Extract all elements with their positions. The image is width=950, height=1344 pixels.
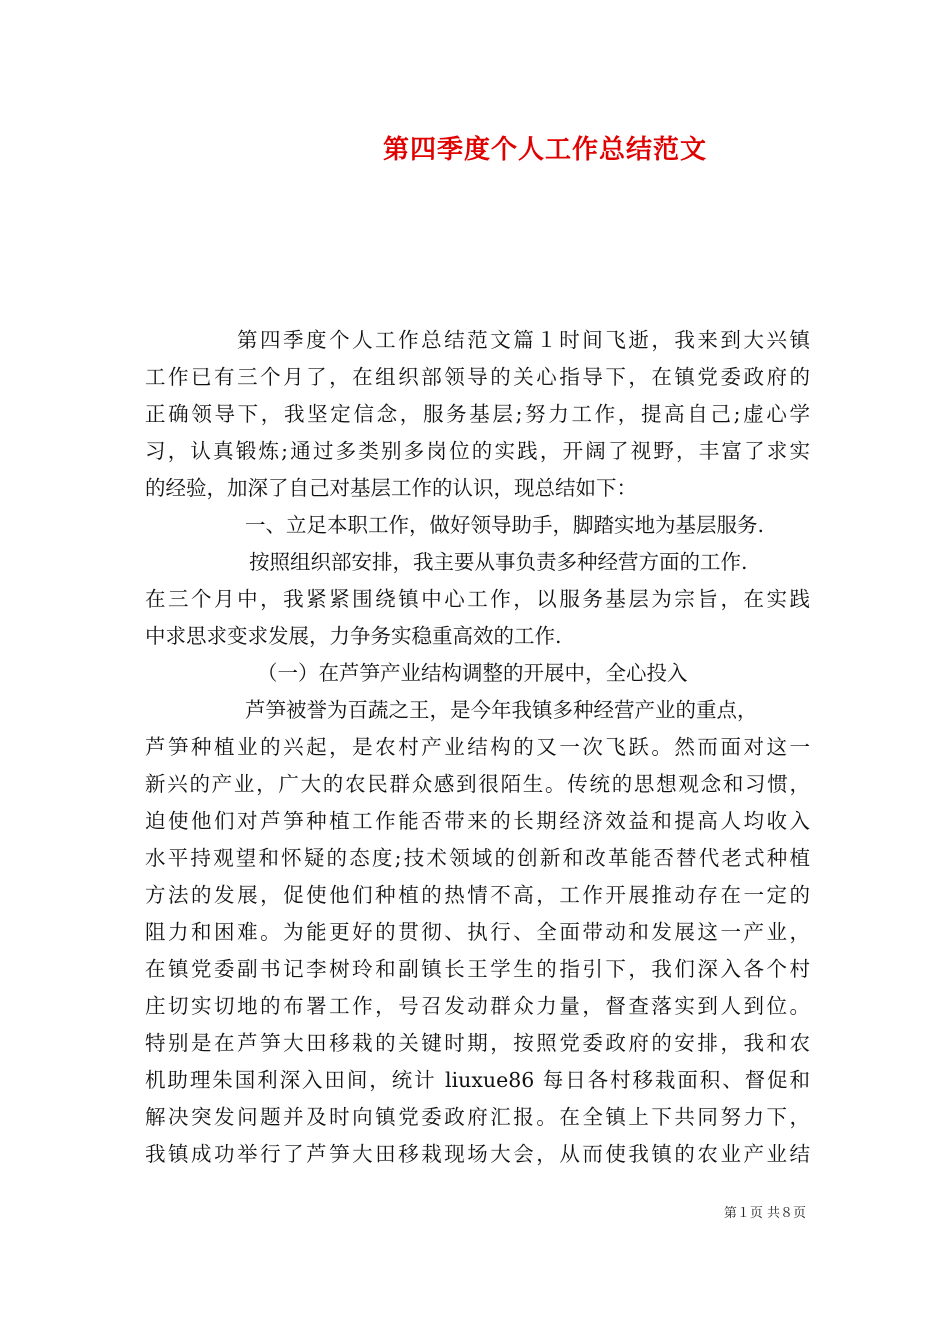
- text-line: 方法的发展，促使他们种植的热情不高，工作开展推动存在一定的: [145, 883, 810, 907]
- text-line: 中求思求变求发展，力争务实稳重高效的工作.: [145, 624, 562, 648]
- text-line: 的经验，加深了自己对基层工作的认识，现总结如下：: [145, 476, 637, 500]
- text-line: 在镇党委副书记李树玲和副镇长王学生的指引下，我们深入各个村: [145, 957, 810, 981]
- text-line: 机助理朱国利深入田间，统计 liuxue86 每日各村移栽面积、督促和: [145, 1068, 810, 1092]
- text-line: 芦笋被誉为百蔬之王，是今年我镇多种经营产业的重点，: [245, 698, 758, 722]
- text-line: 新兴的产业，广大的农民群众感到很陌生。传统的思想观念和习惯，: [145, 772, 810, 796]
- text-line: 我镇成功举行了芦笋大田移栽现场大会，从而使我镇的农业产业结: [145, 1142, 810, 1166]
- text-line: 水平持观望和怀疑的态度;技术领域的创新和改革能否替代老式种植: [145, 846, 810, 870]
- page-number: 第１页 共８页: [723, 1206, 806, 1221]
- document-title: 第四季度个人工作总结范文: [382, 135, 707, 165]
- text-line: 解决突发问题并及时向镇党委政府汇报。在全镇上下共同努力下，: [145, 1105, 810, 1129]
- text-line: 特别是在芦笋大田移栽的关键时期，按照党委政府的安排，我和农: [145, 1031, 810, 1055]
- text-line: 芦笋种植业的兴起，是农村产业结构的又一次飞跃。然而面对这一: [145, 735, 810, 759]
- document-body: [145, 322, 810, 1173]
- text-line: 在三个月中，我紧紧围绕镇中心工作，以服务基层为宗旨，在实践: [145, 587, 810, 611]
- text-line: 迫使他们对芦笋种植工作能否带来的长期经济效益和提高人均收入: [145, 809, 810, 833]
- text-line: 第四季度个人工作总结范文篇１时间飞逝，我来到大兴镇: [237, 328, 810, 352]
- section-heading: 一、立足本职工作，做好领导助手，脚踏实地为基层服务.: [245, 513, 765, 537]
- text-line: 阻力和困难。为能更好的贯彻、执行、全面带动和发展这一产业，: [145, 920, 810, 944]
- text-line: 按照组织部安排，我主要从事负责多种经营方面的工作.: [249, 550, 748, 574]
- text-line: 工作已有三个月了，在组织部领导的关心指导下，在镇党委政府的: [145, 365, 810, 389]
- subsection-heading: （一）在芦笋产业结构调整的开展中，全心投入: [257, 661, 688, 685]
- text-line: 庄切实切地的布署工作，号召发动群众力量，督查落实到人到位。: [145, 994, 810, 1018]
- text-line: 正确领导下，我坚定信念，服务基层;努力工作，提高自己;虚心学: [145, 402, 810, 426]
- text-line: 习，认真锻炼;通过多类别多岗位的实践，开阔了视野，丰富了求实: [145, 439, 810, 463]
